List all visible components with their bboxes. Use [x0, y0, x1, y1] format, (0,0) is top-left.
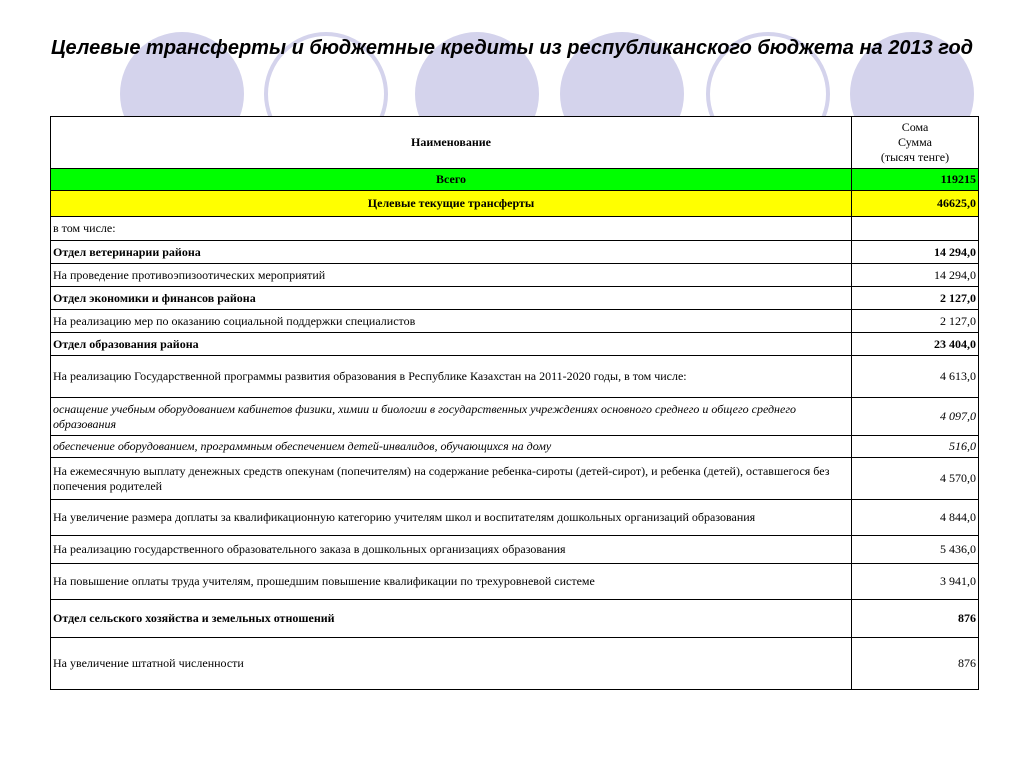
- row-sum: 4 097,0: [852, 398, 979, 436]
- header-sum: [852, 117, 979, 169]
- table-row: [51, 638, 979, 690]
- row-name: На повышение оплаты труда учителям, прошедшим повышение квалификации по трехуровневой системе: [51, 564, 852, 600]
- row-sum: 4 570,0: [852, 458, 979, 500]
- table-row: [51, 600, 979, 638]
- row-name: На реализацию государственного образовательного заказа в дошкольных организациях образования: [51, 536, 852, 564]
- row-name: Отдел сельского хозяйства и земельных отношений: [51, 600, 852, 638]
- table-row-current-transfers: [51, 191, 979, 217]
- row-name: На реализацию Государственной программы развития образования в Республике Казахстан на 2011-2020 годы, в том числе:: [51, 356, 852, 398]
- row-sum: 4 613,0: [852, 356, 979, 398]
- row-name: обеспечение оборудованием, программным обеспечением детей-инвалидов, обучающихся на дому: [51, 436, 852, 458]
- row-name: На реализацию мер по оказанию социальной поддержки специалистов: [51, 310, 852, 333]
- table-row: [51, 333, 979, 356]
- table-row: [51, 241, 979, 264]
- row-name: На увеличение размера доплаты за квалификационную категорию учителям школ и воспитателям дошкольных организаций образования: [51, 500, 852, 536]
- table-row: [51, 398, 979, 436]
- row-sum: 3 941,0: [852, 564, 979, 600]
- row-name: Всего: [51, 169, 852, 191]
- row-sum: 876: [852, 638, 979, 690]
- table-row: [51, 217, 979, 241]
- row-sum: 2 127,0: [852, 310, 979, 333]
- budget-table: [50, 116, 979, 690]
- row-name: Отдел ветеринарии района: [51, 241, 852, 264]
- row-sum: 119215: [852, 169, 979, 191]
- row-sum: 5 436,0: [852, 536, 979, 564]
- table-row: [51, 356, 979, 398]
- row-sum: 516,0: [852, 436, 979, 458]
- table-row: [51, 458, 979, 500]
- row-sum: 46625,0: [852, 191, 979, 217]
- row-name: оснащение учебным оборудованием кабинетов физики, химии и биологии в государственных учреждениях основного среднего и общего среднего образования: [51, 398, 852, 436]
- table-header-row: [51, 117, 979, 169]
- table-row: [51, 436, 979, 458]
- header-sum-line3: (тысяч тенге): [880, 150, 950, 164]
- row-name: Отдел экономики и финансов района: [51, 287, 852, 310]
- row-sum: 876: [852, 600, 979, 638]
- row-name: На проведение противоэпизоотических мероприятий: [51, 264, 852, 287]
- table-row: [51, 536, 979, 564]
- row-name: На увеличение штатной численности: [51, 638, 852, 690]
- table-row: [51, 310, 979, 333]
- row-name: Отдел образования района: [51, 333, 852, 356]
- row-name: Целевые текущие трансферты: [51, 191, 852, 217]
- row-name: На ежемесячную выплату денежных средств опекунам (попечителям) на содержание ребенка-сироты (детей-сирот), и ребенка (детей), оставшегося без попечения родителей: [51, 458, 852, 500]
- table-row: [51, 500, 979, 536]
- header-sum-line2: Сумма: [898, 135, 932, 149]
- table-row: [51, 287, 979, 310]
- page-title: Целевые трансферты и бюджетные кредиты из республиканского бюджета на 2013 год: [50, 37, 974, 59]
- table-row-total: [51, 169, 979, 191]
- row-sum: 14 294,0: [852, 264, 979, 287]
- row-sum: 4 844,0: [852, 500, 979, 536]
- header-name: Наименование: [51, 117, 852, 169]
- table-row: [51, 264, 979, 287]
- row-sum: 14 294,0: [852, 241, 979, 264]
- table-row: [51, 564, 979, 600]
- row-name: в том числе:: [51, 217, 852, 241]
- header-sum-line1: Сома: [901, 120, 929, 134]
- row-sum: [852, 217, 979, 241]
- row-sum: 2 127,0: [852, 287, 979, 310]
- row-sum: 23 404,0: [852, 333, 979, 356]
